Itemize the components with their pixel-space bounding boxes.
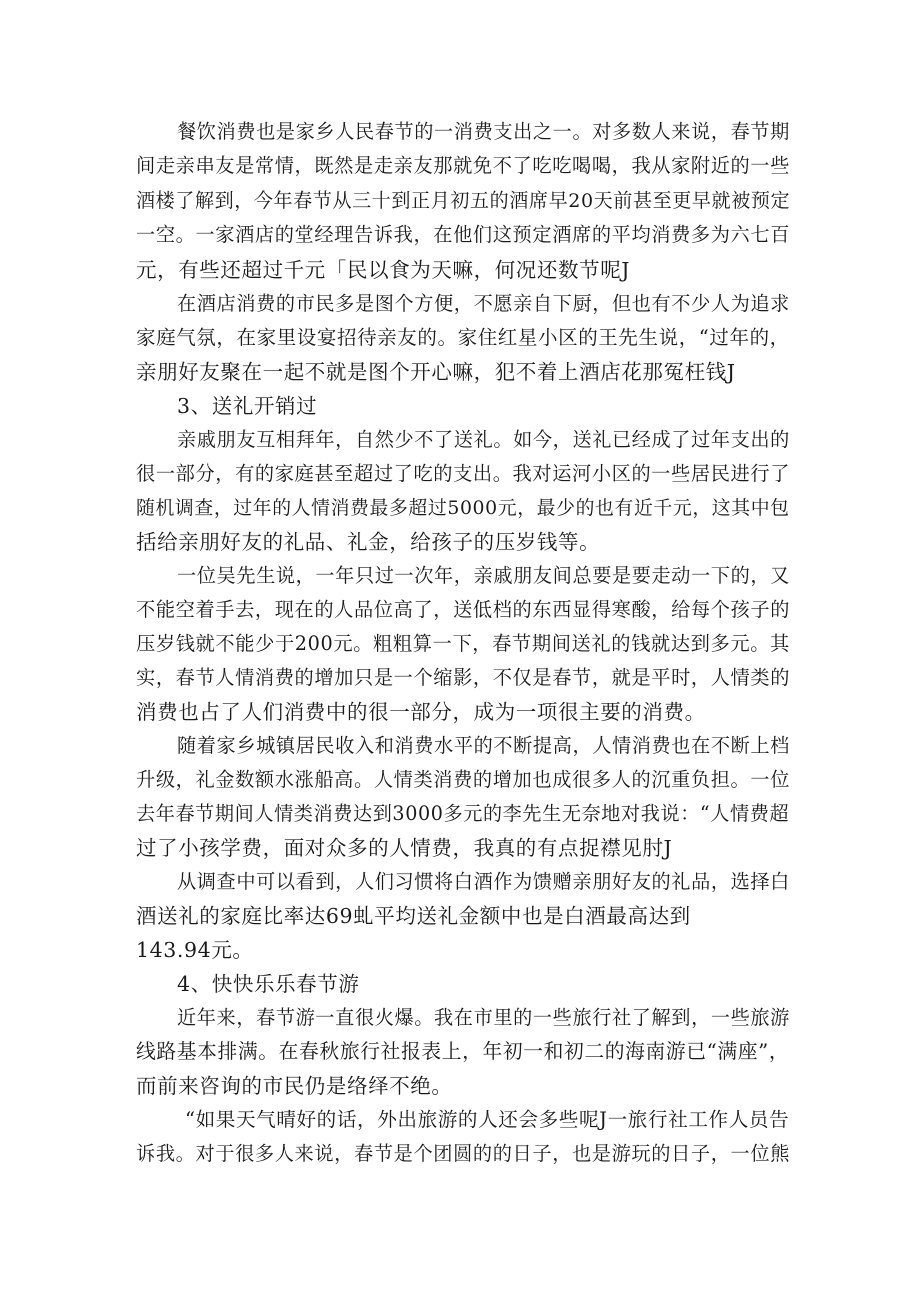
text-line: 诉我。对于很多人来说，春节是个团圆的的日子，也是游玩的日子，一位熊: [136, 1142, 791, 1165]
text-line: 随着家乡城镇居民收入和消费水平的不断提高，人情消费也在不断上档: [177, 734, 790, 757]
text-line: 一位吴先生说，一年只过一次年，亲戚朋友间总要是要走动一下的，又: [177, 564, 790, 587]
text-line: 消费也占了人们消费中的很一部分，成为一项很主要的消费。: [136, 700, 706, 724]
text-line: 括给亲朋好友的礼品、礼金，给孩子的压岁钱等。: [136, 530, 601, 554]
text-line: 过了小孩学费，面对众多的人情费，我真的有点捉襟见肘J: [136, 836, 673, 860]
text-line: 很一部分，有的家庭甚至超过了吃的支出。我对运河小区的一些居民进行了: [136, 462, 791, 485]
text-line: “如果天气晴好的话，外出旅游的人还会多些呢J一旅行社工作人员告: [185, 1108, 790, 1131]
text-line: 亲戚朋友互相拜年，自然少不了送礼。如今，送礼已经成了过年支出的: [177, 428, 790, 451]
text-line: 不能空着手去，现在的人品位高了，送低档的东西显得寒酸，给每个孩子的: [136, 598, 791, 621]
text-line: 实，春节人情消费的增加只是一个缩影，不仅是春节，就是平时，人情类的: [136, 666, 791, 689]
text-line: 间走亲串友是常情，既然是走亲友那就免不了吃吃喝喝，我从家附近的一些: [136, 154, 791, 177]
text-line: 一空。一家酒店的堂经理告诉我，在他们这预定酒席的平均消费多为六七百: [136, 223, 791, 246]
text-line: 而前来咨询的市民仍是络绎不绝。: [136, 1074, 453, 1098]
text-line: 从调查中可以看到，人们习惯将白酒作为馈赠亲朋好友的礼品，选择白: [177, 870, 790, 893]
text-line: 143.94元。: [136, 938, 254, 962]
section-heading: 3、送礼开销过: [177, 394, 318, 418]
text-line: 近年来，春节游一直很火爆。我在市里的一些旅行社了解到，一些旅游: [177, 1006, 790, 1029]
text-line: 餐饮消费也是家乡人民春节的一消费支出之一。对多数人来说，春节期: [177, 120, 790, 143]
text-line: 酒楼了解到，今年春节从三十到正月初五的酒席早20天前甚至更早就被预定: [136, 190, 791, 212]
text-line: 亲朋好友聚在一起不就是图个开心嘛，犯不着上酒店花那冤枉钱J: [136, 360, 736, 384]
text-line: 升级，礼金数额水涨船高。人情类消费的增加也成很多人的沉重负担。一位: [136, 768, 791, 791]
text-line: 家庭气氛，在家里设宴招待亲友的。家住红星小区的王先生说，“过年的，: [136, 326, 790, 349]
text-line: 元，有些还超过千元「民以食为天嘛，何况还数节呢J: [136, 258, 631, 282]
text-line: 去年春节期间人情类消费达到3000多元的李先生无奈地对我说：“人情费超: [136, 802, 790, 825]
text-line: 线路基本排满。在春秋旅行社报表上，年初一和初二的海南游已“满座”，: [136, 1040, 790, 1063]
section-heading: 4、快快乐乐春节游: [177, 972, 360, 996]
text-line: 压岁钱就不能少于200元。粗粗算一下，春节期间送礼的钱就达到多元。其: [136, 632, 790, 655]
text-line: 在酒店消费的市民多是图个方便，不愿亲自下厨，但也有不少人为追求: [177, 292, 790, 315]
text-line: 随机调查，过年的人情消费最多超过5000元，最少的也有近千元，这其中包: [136, 497, 790, 519]
text-line: 酒送礼的家庭比率达69虬平均送礼金额中也是白酒最高达到: [136, 904, 691, 928]
